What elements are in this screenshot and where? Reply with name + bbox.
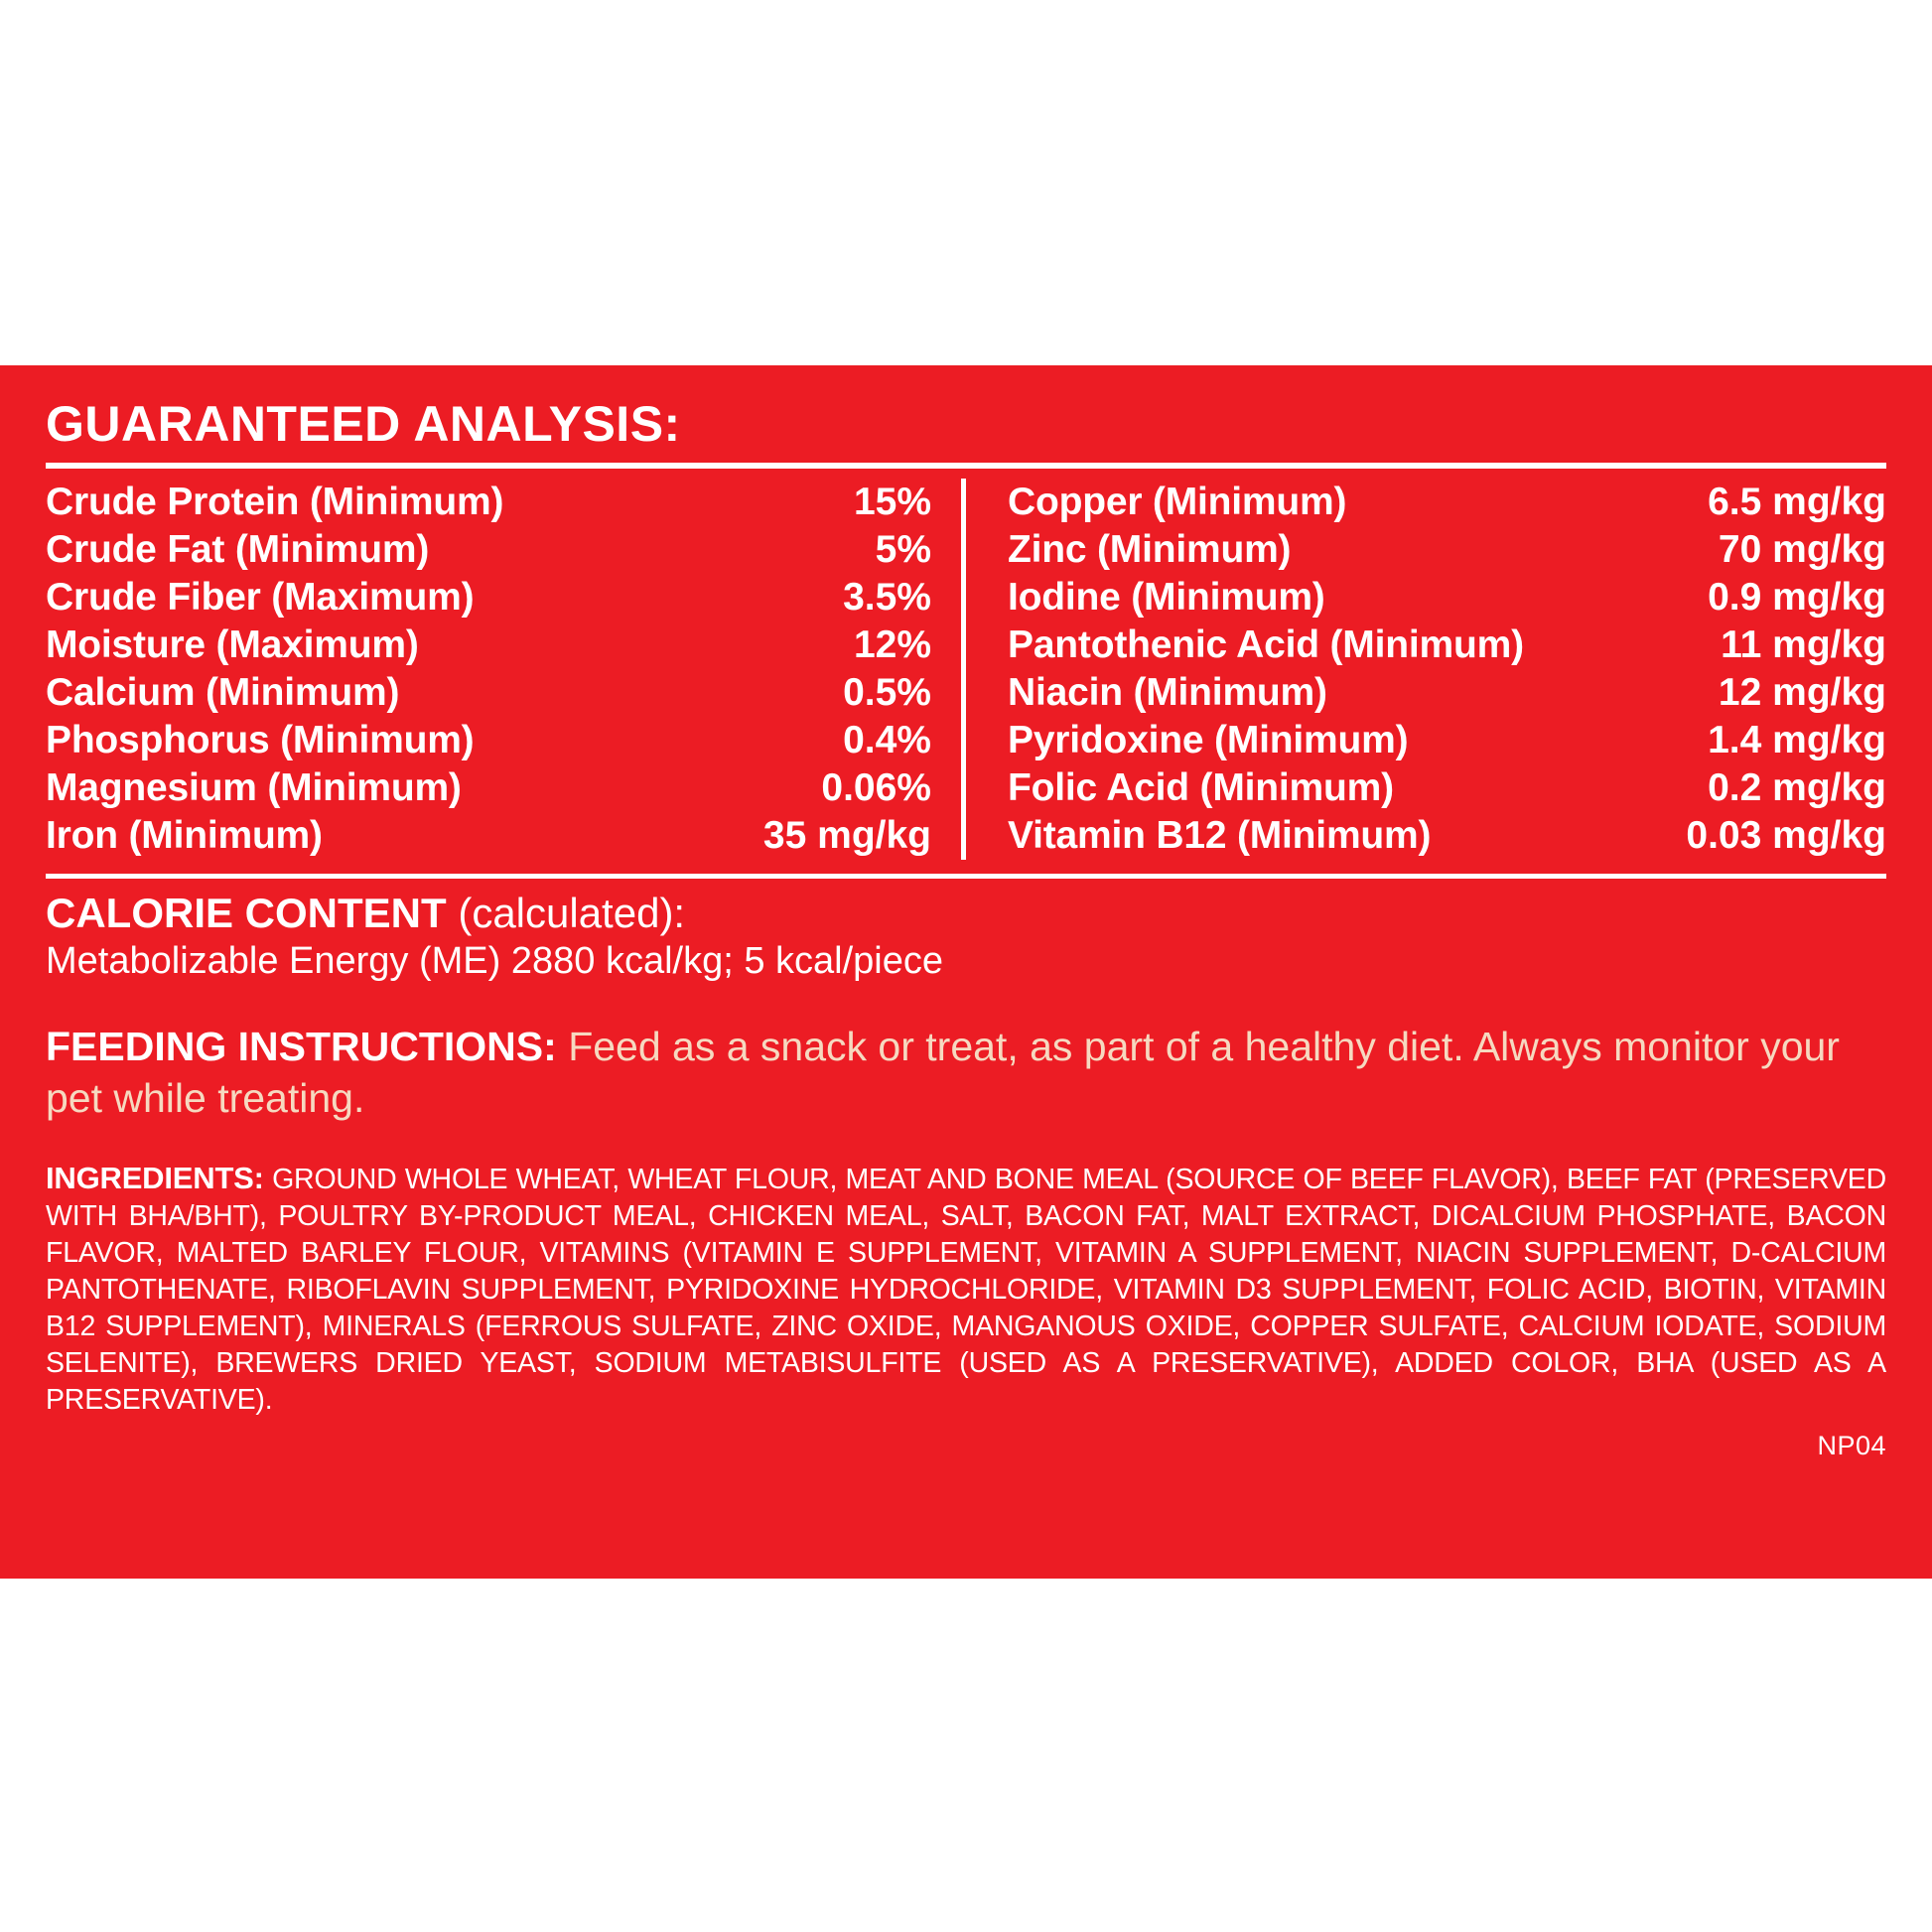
calorie-content-qualifier: (calculated): xyxy=(458,889,686,936)
ingredients-text: GROUND WHOLE WHEAT, WHEAT FLOUR, MEAT AND BONE MEAL (SOURCE OF BEEF FLAVOR), BEEF FAT (PRESERVED WITH BHA/BHT), POULTRY BY-PRODUCT MEAL, CHICKEN MEAL, SALT, BACON FAT, MALT EXTRACT, DICALCIUM PHOSPHATE, BACON FLAVOR, MALTED BARLEY FLOUR, VITAMINS (VITAMIN E SUPPLEMENT, VITAMIN A SUPPLEMENT, NIACIN SUPPLEMENT, D-CALCIUM PANTOTHENATE, RIBOFLAVIN SUPPLEMENT, PYRIDOXINE HYDROCHLORIDE, VITAMIN D3 SUPPLEMENT, FOLIC ACID, BIOTIN, VITAMIN B12 SUPPLEMENT), MINERALS (FERROUS SULFATE, ZINC OXIDE, MANGANOUS OXIDE, COPPER SULFATE, CALCIUM IODATE, SODIUM SELENITE), BREWERS DRIED YEAST, SODIUM METABISULFITE (USED AS A PRESERVATIVE), ADDED COLOR, BHA (USED AS A PRESERVATIVE). xyxy=(46,1163,1886,1417)
table-row xyxy=(1008,812,1886,860)
nutrient-name: Crude Protein (Minimum) xyxy=(46,481,504,523)
table-row xyxy=(46,574,931,621)
nutrient-value: 12 mg/kg xyxy=(1718,670,1886,714)
nutrient-value: 11 mg/kg xyxy=(1721,622,1886,666)
nutrient-name: Magnesium (Minimum) xyxy=(46,765,462,809)
ingredients-label: INGREDIENTS: xyxy=(46,1160,264,1195)
nutrient-value: 70 mg/kg xyxy=(1718,527,1886,571)
nutrient-value: 1.4 mg/kg xyxy=(1708,718,1886,761)
divider-top xyxy=(46,463,1886,469)
nutrient-name: Zinc (Minimum) xyxy=(1008,527,1292,571)
ingredients-section xyxy=(46,1159,1886,1420)
table-row xyxy=(46,621,931,669)
nutrient-name: Crude Fiber (Maximum) xyxy=(46,575,475,619)
table-row xyxy=(1008,621,1886,669)
table-row xyxy=(1008,764,1886,812)
nutrient-value: 15% xyxy=(853,481,931,523)
guaranteed-analysis-left-column xyxy=(46,479,966,860)
guaranteed-analysis-title: GUARANTEED ANALYSIS: xyxy=(46,396,681,452)
nutrient-value: 12% xyxy=(853,622,931,666)
feeding-instructions-label: FEEDING INSTRUCTIONS: xyxy=(46,1023,557,1069)
nutrient-value: 0.9 mg/kg xyxy=(1708,575,1886,619)
nutrient-name: Moisture (Maximum) xyxy=(46,622,419,666)
calorie-content-heading xyxy=(46,889,1886,938)
nutrient-value: 0.2 mg/kg xyxy=(1708,765,1886,809)
nutrient-name: Crude Fat (Minimum) xyxy=(46,527,430,571)
nutrient-name: Phosphorus (Minimum) xyxy=(46,718,475,761)
calorie-content-label: CALORIE CONTENT xyxy=(46,889,447,936)
calorie-content-detail: Metabolizable Energy (ME) 2880 kcal/kg; 5 kcal/piece xyxy=(46,940,944,983)
guaranteed-analysis-right-column xyxy=(966,479,1886,860)
calorie-content-section xyxy=(46,889,1886,985)
table-row xyxy=(1008,479,1886,526)
nutrient-name: Pyridoxine (Minimum) xyxy=(1008,718,1409,761)
table-row xyxy=(1008,574,1886,621)
table-row xyxy=(1008,717,1886,764)
nutrient-value: 35 mg/kg xyxy=(762,813,931,857)
nutrient-name: Iron (Minimum) xyxy=(46,813,323,857)
nutrient-value: 0.06% xyxy=(821,765,931,809)
nutrient-name: Calcium (Minimum) xyxy=(46,670,400,714)
feeding-instructions-text: Feed as a snack or treat, as part of a healthy diet. Always monitor your pet while treating. xyxy=(46,1023,1840,1122)
table-row xyxy=(1008,669,1886,717)
divider-bottom xyxy=(46,874,1886,879)
nutrient-value: 6.5 mg/kg xyxy=(1708,481,1886,523)
nutrient-name: Folic Acid (Minimum) xyxy=(1008,765,1394,809)
nutrient-value: 0.5% xyxy=(843,670,931,714)
nutrient-value: 0.03 mg/kg xyxy=(1686,813,1886,857)
nutrient-name: Copper (Minimum) xyxy=(1008,481,1347,523)
table-row xyxy=(46,526,931,574)
feeding-instructions-section xyxy=(46,1021,1886,1125)
nutrient-name: Vitamin B12 (Minimum) xyxy=(1008,813,1432,857)
nutrient-value: 5% xyxy=(875,527,931,571)
nutrient-value: 0.4% xyxy=(843,718,931,761)
table-row xyxy=(46,764,931,812)
nutrition-panel xyxy=(0,365,1932,1579)
table-row xyxy=(46,479,931,526)
nutrient-name: Iodine (Minimum) xyxy=(1008,575,1325,619)
table-row xyxy=(1008,526,1886,574)
table-row xyxy=(46,669,931,717)
nutrient-name: Niacin (Minimum) xyxy=(1008,670,1327,714)
table-row xyxy=(46,717,931,764)
nutrient-name: Pantothenic Acid (Minimum) xyxy=(1008,622,1524,666)
table-row xyxy=(46,812,931,860)
nutrient-value: 3.5% xyxy=(843,575,931,619)
product-code: NP04 xyxy=(1817,1431,1886,1460)
guaranteed-analysis-table xyxy=(46,479,1886,860)
